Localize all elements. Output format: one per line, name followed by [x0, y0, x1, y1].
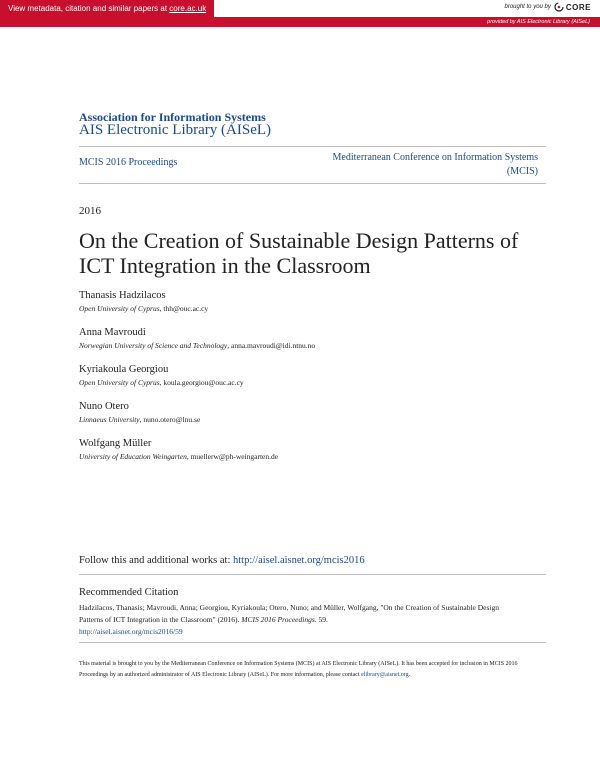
author-email[interactable]: nuno.otero@lnu.se — [143, 415, 201, 424]
divider — [79, 574, 546, 575]
author-institution: Norwegian University of Science and Technology — [79, 341, 228, 350]
contact-email-link[interactable]: elibrary@aisnet.org — [361, 672, 409, 678]
author-entry — [79, 401, 559, 424]
author-institution: Open University of Cyprus — [79, 304, 160, 313]
author-name: Anna Mavroudi — [79, 327, 146, 338]
author-name: Nuno Otero — [79, 401, 129, 412]
brought-to-you-text: brought to you by — [504, 4, 551, 10]
paper-title: On the Creation of Sustainable Design Patterns of ICT Integration in the Classroom — [79, 228, 519, 278]
follow-url-link[interactable]: http://aisel.aisnet.org/mcis2016 — [233, 555, 365, 566]
recommended-citation-heading: Recommended Citation — [79, 587, 179, 598]
core-provided-by: provided by AIS Electronic Library (AISeL) — [0, 17, 600, 27]
citation-url-link[interactable]: http://aisel.aisnet.org/mcis2016/59 — [79, 627, 183, 636]
conference-link[interactable] — [288, 151, 538, 179]
author-email[interactable]: koula.georgiou@ouc.ac.cy — [163, 378, 244, 387]
core-logo[interactable] — [554, 2, 591, 12]
conference-line-2: (MCIS) — [506, 166, 538, 177]
core-view-text: View metadata, citation and similar papers at — [8, 4, 170, 13]
citation-text: Hadzilacos, Thanasis; Mavroudi, Anna; Georgiou, Kyriakoula; Otero, Nuno; and Müller, Wolfgang, "On the Creation of Sustainable Design Patterns of ICT Integration in the Classroom" (2016). — [79, 603, 499, 624]
author-email[interactable]: thh@ouc.ac.cy — [163, 304, 209, 313]
author-entry — [79, 364, 559, 387]
publication-year: 2016 — [79, 205, 101, 217]
citation-suffix: . 59. — [314, 615, 328, 624]
author-name: Wolfgang Müller — [79, 438, 152, 449]
core-banner — [0, 0, 600, 17]
author-email[interactable]: anna.mavroudi@idi.ntnu.no — [231, 341, 316, 350]
core-view-metadata-link[interactable] — [0, 0, 214, 17]
access-notice — [79, 659, 519, 681]
author-name: Kyriakoula Georgiou — [79, 364, 169, 375]
author-affiliation: Open University of Cyprus, koula.georgiou@ouc.ac.cy — [79, 378, 244, 387]
author-institution: University of Education Weingarten — [79, 452, 187, 461]
divider — [79, 642, 546, 643]
author-affiliation: Linnaeus University, nuno.otero@lnu.se — [79, 415, 201, 424]
divider — [79, 146, 546, 147]
recommended-citation-text — [79, 602, 519, 638]
author-entry — [79, 290, 559, 313]
proceedings-link[interactable]: MCIS 2016 Proceedings — [79, 157, 178, 168]
author-affiliation: Open University of Cyprus, thh@ouc.ac.cy — [79, 304, 209, 313]
author-name: Thanasis Hadzilacos — [79, 290, 166, 301]
follow-line — [79, 555, 365, 566]
author-affiliation: University of Education Weingarten, muellerw@ph-weingarten.de — [79, 452, 279, 461]
author-email[interactable]: muellerw@ph-weingarten.de — [190, 452, 279, 461]
core-ac-uk-link[interactable]: core.ac.uk — [169, 4, 207, 13]
conference-line-1: Mediterranean Conference on Information Systems — [332, 152, 538, 163]
author-institution: Open University of Cyprus — [79, 378, 160, 387]
citation-journal: MCIS 2016 Proceedings — [241, 615, 315, 624]
author-entry — [79, 438, 559, 461]
follow-label: Follow this and additional works at: — [79, 555, 233, 566]
author-affiliation: Norwegian University of Science and Technology, anna.mavroudi@idi.ntnu.no — [79, 341, 316, 350]
core-brought-by[interactable] — [505, 2, 592, 12]
association-name[interactable]: Association for Information Systems — [79, 110, 266, 124]
divider — [79, 183, 546, 184]
author-institution: Linnaeus University — [79, 415, 140, 424]
notice-end: . — [408, 672, 411, 678]
core-logo-icon — [554, 2, 564, 12]
library-name[interactable]: AIS Electronic Library (AISeL) — [79, 122, 272, 138]
author-entry — [79, 327, 559, 350]
core-logo-word: CORE — [565, 2, 591, 12]
notice-text: This material is brought to you by the Mediterranean Conference on Information Systems (MCIS) at AIS Electronic Library (AISeL). It has been accepted for inclusion in MCIS 2016 Proceedings by an authorized administrator of AIS Electronic Library (AISeL). For more information, please contact — [79, 661, 518, 678]
